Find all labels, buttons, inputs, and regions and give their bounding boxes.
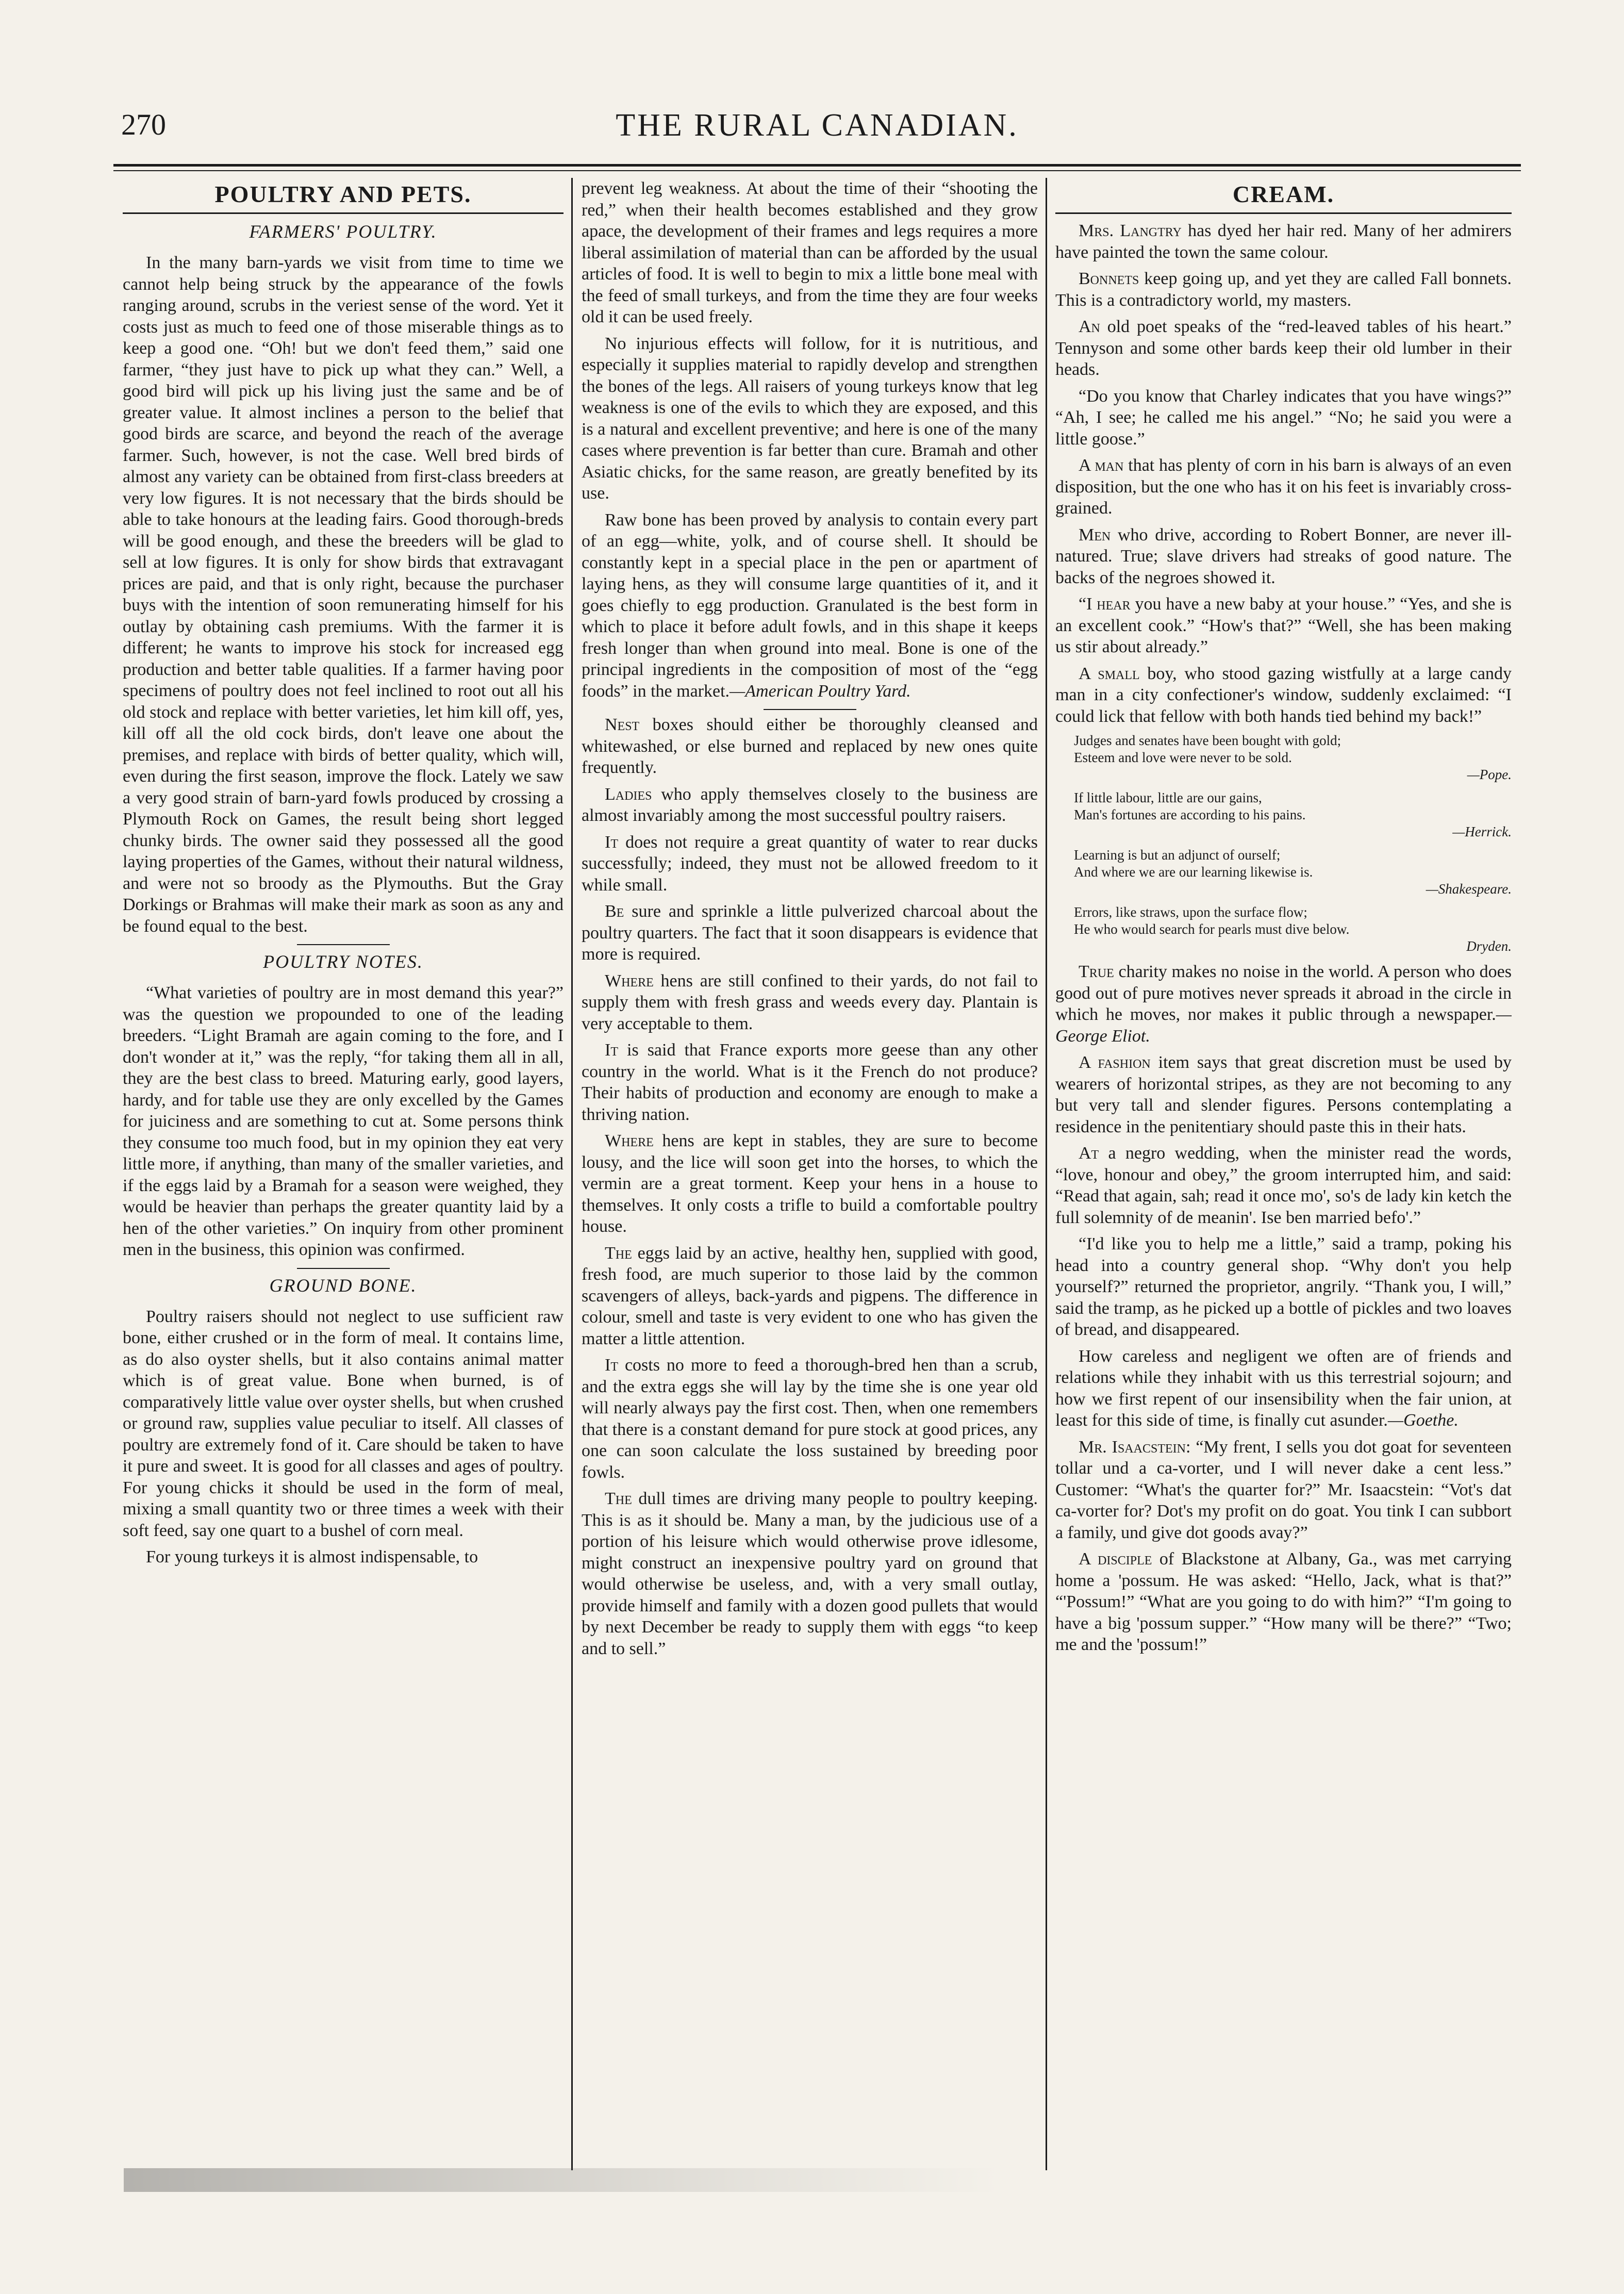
paragraph-text: who drive, according to Robert Bonner, are never ill-natured. True; slave drivers had streaks of good nature. The backs of the negroes showed it. [1055, 525, 1512, 587]
poultry-note [582, 1130, 1038, 1237]
paragraph-text: “Do you know that Charley indicates that you have wings?” “Ah, I see; he called me his angel.” “No; he said you were a little goose.” [1055, 386, 1512, 449]
poem-quote [1074, 847, 1512, 898]
article-paragraph: For young turkeys it is almost indispensable, to [146, 1547, 478, 1566]
lead-word: A man [1079, 456, 1124, 475]
lead-word: Where [605, 1131, 654, 1150]
poem-quote [1074, 732, 1512, 783]
column-divider-1 [571, 178, 573, 2170]
paragraph-text: item says that great discretion must be used by wearers of horizontal stripes, as they are not becoming to any but very tall and slender figures. Persons contemplating a residence in the penitentiary should paste this in their hats. [1055, 1053, 1512, 1136]
paragraph-text: boxes should either be thoroughly cleansed and whitewashed, or else burned and replaced by new ones quite frequently. [582, 715, 1038, 777]
paragraph-text: does not require a great quantity of water to rear ducks successfully; indeed, they must not be allowed freedom to it while small. [582, 832, 1038, 895]
lead-word: Bonnets [1079, 269, 1139, 288]
article-divider [297, 1268, 390, 1269]
article-divider [764, 709, 856, 710]
poultry-note [582, 1488, 1038, 1659]
poem-line: Learning is but an adjunct of ourself; [1074, 847, 1281, 863]
poem-quote [1074, 789, 1512, 840]
lead-word: It [605, 1041, 618, 1060]
lead-word: An [1079, 317, 1100, 336]
header-rule-thin [113, 170, 1521, 171]
paragraph-text: that has plenty of corn in his barn is always of an even disposition, but the one who has it on his feet is invariably cross-grained. [1055, 456, 1512, 518]
poem-line: If little labour, little are our gains, [1074, 790, 1262, 805]
paragraph-text: a negro wedding, when the minister read the words, “love, honour and obey,” the groom interrupted him, and said: “Read that again, sah; read it once mo', so's de lady kin ketch the full solemnity of de meanin'. Ise ben married befo'.” [1055, 1144, 1512, 1227]
lead-word: It [605, 1356, 618, 1375]
section-title-cream: CREAM. [1232, 181, 1335, 207]
poem-author: —Herrick. [1452, 824, 1512, 839]
poultry-note [582, 1355, 1038, 1483]
poultry-note [582, 1039, 1038, 1125]
article-paragraph: In the many barn-yards we visit from time to time we cannot help being struck by the appearance of the fowls ranging around, scrubs in the veriest sense of the word. Yet it costs just as much to feed one of those miserable things as to keep a good one. “Oh! but we don't feed them,” said one farmer, “they just have to pick up what they can.” Well, a good bird will pick up his living just the same and be of greater value. It almost inclines a person to the belief that good birds are scarce, and beyond the reach of the average farmer. Such, however, is not the case. Well bred birds of almost any variety can be obtained from first-class breeders at very low figures. It is not necessary that the birds should be able to take honours at the leading fairs. Good thorough-breds will be good enough, and these the breeders will be glad to sell at low figures. It is only for show birds that extravagant prices are paid, and that is only right, because the purchaser buys with the intention of soon remunerating himself for his outlay by obtaining cash premiums. With the farmer it is different; he wants to improve his stock for increased egg production and better table qualities. If a farmer having poor specimens of poultry does not feel inclined to root out all his old stock and replace with better varieties, let him kill off, yes, kill off all the old cock birds, don't leave one about the premises, and replace with birds of better quality, which will, even during the first season, improve the flock. Lately we saw a very good strain of barn-yard fowls produced by crossing a Plymouth Rock on Games, the result being short legged chunky birds. The owner said they possessed all the good laying properties of the Games, without their natural wildness, and were not so broody as the Plymouths. But the Gray Dorkings or Brahmas will make their mark as soon as any and be found equal to the best. [123, 253, 564, 936]
poultry-note [582, 970, 1038, 1035]
cream-item [1055, 1346, 1512, 1431]
lead-word: A fashion [1079, 1053, 1151, 1072]
column-cream [1055, 178, 1512, 2170]
article-paragraph [582, 509, 1038, 702]
paragraph-text: How careless and negligent we often are of friends and relations while they inhabit with us this terrestrial sojourn; and how we first repent of our insensibility when the fair union, at least for this side of time, is finally cut asunder. [1055, 1346, 1512, 1430]
column-poultry-and-pets [123, 178, 564, 2170]
cream-item [1055, 663, 1512, 728]
cream-item [1055, 316, 1512, 381]
poem-line: And where we are our learning likewise is. [1074, 864, 1313, 880]
paragraph-text: dull times are driving many people to poultry keeping. This is as it should be. Many a man, by the judicious use of a portion of his leisure which would otherwise prove idlesome, might construct an inexpensive poultry yard on ground that would otherwise be useless, and, with a very small outlay, provide himself and family with a dozen good pullets that would by next December be ready to supply them with eggs “to keep and to sell.” [582, 1489, 1038, 1658]
lead-word: Where [605, 971, 654, 991]
cream-item [1055, 1233, 1512, 1341]
poultry-note [582, 784, 1038, 827]
cream-item [1055, 524, 1512, 589]
poultry-note [582, 901, 1038, 965]
paragraph-text: old poet speaks of the “red-leaved tables of his heart.” Tennyson and some other bards keep their old lumber in their heads. [1055, 317, 1512, 379]
paragraph-text: keep going up, and yet they are called Fall bonnets. This is a contradictory world, my masters. [1055, 269, 1512, 310]
poem-quotations [1055, 732, 1512, 955]
lead-word: Ladies [605, 784, 652, 804]
cream-item [1055, 1143, 1512, 1228]
poultry-note [582, 714, 1038, 779]
article-paragraph: Poultry raisers should not neglect to use sufficient raw bone, either crushed or in the form of meal. It contains lime, as do also oyster shells, but it also contains animal matter which is of great value. Bone when burned, is of comparatively little value over oyster shells, but when crushed or ground raw, supplies value peculiar to itself. All classes of poultry are extremely fond of it. Care should be taken to have it pure and sweet. It is good for all classes and ages of poultry. For young chicks it should be used in the form of meal, mixing a small quantity two or three times a week with their soft feed, say one quart to a bushel of corn meal. [123, 1307, 564, 1540]
poem-author: —Pope. [1467, 767, 1512, 782]
author-signature: —Goethe. [1387, 1411, 1459, 1430]
paragraph-text: of Blackstone at Albany, Ga., was met carrying home a 'possum. He was asked: “Hello, Jack, what is that?” “'Possum!” “What are you going to do with him?” “I'm going to have a big 'possum supper.” “How many will be there?” “Two; me and the 'possum!” [1055, 1549, 1512, 1654]
paragraph-text: hens are kept in stables, they are sure to become lousy, and the lice will soon get into the horses, to which the vermin are a great torment. Keep your hens in a house to themselves. It only costs a trifle to build a comfortable poultry house. [582, 1131, 1038, 1236]
poem-author: Dryden. [1466, 938, 1512, 954]
paragraph-text: is said that France exports more geese than any other country in the world. What is it the French do not produce? Their habits of production and economy are enough to make a thriving nation. [582, 1041, 1038, 1124]
column-divider-2 [1046, 178, 1047, 2170]
article-paragraph: prevent leg weakness. At about the time of their “shooting the red,” when their health becomes established and they grow apace, the development of their frames and legs requires a more liberal assimilation of material than can be afforded by the usual articles of food. It is well to begin to mix a little bone meal with the feed of small turkeys, and from the time they are four weeks old it can be used freely. [582, 179, 1038, 326]
lead-word: Men [1079, 525, 1111, 544]
paragraph-text: charity makes no noise in the world. A person who does good out of pure motives never spreads it abroad in the circle in which he moves, nor makes it public through a newspaper. [1055, 962, 1512, 1024]
cream-item [1055, 455, 1512, 519]
page-number: 270 [121, 108, 166, 141]
cream-item [1055, 386, 1512, 450]
lead-word: Mr. Isaacstein [1079, 1437, 1186, 1457]
lead-word: Mrs. Langtry [1079, 221, 1182, 240]
paragraph-text: sure and sprinkle a little pulverized charcoal about the poultry quarters. The fact that it soon disappears is evidence that more is required. [582, 902, 1038, 964]
cream-items-list [1055, 220, 1512, 727]
paragraph-text: : “My frent, I sells you dot goat for seventeen tollar und a ca-vorter, und I will never dake a cent less.” Customer: “What's the quarter for?” Mr. Isaacstein: “Vot's dat ca-vorter for? Dot's my profit on do goat. You tink I can subbort a family, und give dot goods avay?” [1055, 1437, 1512, 1542]
paragraph-text: Raw bone has been proved by analysis to contain every part of an egg—white, yolk, and of course shell. It should be constantly kept in a special place in the pen or apartment of laying hens, as they will consume large quantities of it, and it goes chiefly to egg production. Granulated is the best form in which to place it before adult fowls, and in this shape it keeps fresh longer than when ground into meal. Bone is one of the principal ingredients in the composition of most of the “egg foods” in the market. [582, 510, 1038, 701]
masthead-title: THE RURAL CANADIAN. [616, 108, 1019, 143]
paragraph-text: has dyed her hair red. Many of her admirers have painted the town the same colour. [1055, 221, 1512, 262]
paragraph-text: boy, who stood gazing wistfully at a large candy man in a city confectioner's window, suddenly exclaimed: “I could lick that fellow with both hands tied behind my back!” [1055, 664, 1512, 726]
section-title-rule [123, 212, 564, 214]
source-credit: —American Poultry Yard. [730, 681, 911, 701]
paragraph-text: who apply themselves closely to the business are almost invariably among the most successful poultry raisers. [582, 784, 1038, 825]
poem-line: He who would search for pearls must dive below. [1074, 921, 1350, 937]
poultry-notes-list [582, 714, 1038, 1659]
lead-word: It [605, 832, 618, 852]
lead-word: The [605, 1489, 632, 1508]
article-paragraph: No injurious effects will follow, for it is nutritious, and especially it supplies material to rapidly develop and strengthen the bones of the legs. All raisers of young turkeys know that leg weakness is one of the evils to which they are exposed, and this is a natural and excellent preventive; and here is one of the many cases where prevention is far better than cure. Bramah and other Asiatic chicks, for the same reason, are greatly benefited by its use. [582, 334, 1038, 503]
print-smudge [124, 2168, 1000, 2192]
section-title-poultry-and-pets: POULTRY AND PETS. [214, 181, 472, 207]
lead-word: Be [605, 902, 624, 921]
poem-author: —Shakespeare. [1426, 881, 1512, 897]
lead-word: “I hear [1079, 595, 1131, 614]
poem-line: Errors, like straws, upon the surface flow; [1074, 904, 1307, 920]
paragraph-text: costs no more to feed a thorough-bred hen than a scrub, and the extra eggs she will lay by the time she is one year old will nearly always pay the first cost. Then, when one remembers that there is a constant demand for pure stock at good prices, any one can soon calculate the loss sustained by breeding poor fowls. [582, 1356, 1038, 1482]
article-title-farmers-poultry: FARMERS' POULTRY. [249, 221, 437, 242]
lead-word: True [1079, 962, 1114, 981]
cream-item [1055, 961, 1512, 1047]
paragraph-text: eggs laid by an active, healthy hen, supplied with good, fresh food, are much superior to those laid by the common scavengers of alleys, back-yards and pigpens. The difference in colour, smell and taste is very evident to one who has given the matter a little attention. [582, 1243, 1038, 1348]
article-paragraph: “What varieties of poultry are in most demand this year?” was the question we propounded to one of the leading breeders. “Light Bramah are again coming to the fore, and I don't wonder at it,” was the reply, “for taking them all in all, they are the best class to breed. Maturing early, good layers, hardy, and for table use they are only excelled by the Games for juiciness and are something to cut at. Some persons think they consume too much food, but in my opinion they eat very little more, if anything, than many of the smaller varieties, and if the eggs laid by a Bramah for a season were weighed, they would be heavier than perhaps the greater quantity laid by a hen of the other varieties.” On inquiry from other prominent men in the business, this opinion was confirmed. [123, 983, 564, 1259]
poem-line: Judges and senates have been bought with gold; [1074, 733, 1341, 748]
section-title-rule [1055, 212, 1512, 214]
lead-word: The [605, 1243, 632, 1263]
poultry-note [582, 832, 1038, 896]
cream-item [1055, 1548, 1512, 1656]
article-title-poultry-notes: POULTRY NOTES. [263, 951, 423, 972]
poem-line: Man's fortunes are according to his pains. [1074, 807, 1306, 822]
paragraph-text: you have a new baby at your house.” “Yes, and she is an excellent cook.” “How's that?” “Well, she has been making us stir about already.” [1055, 595, 1512, 656]
author-signature: —George Eliot. [1055, 1005, 1512, 1046]
header-rule-thick [113, 164, 1521, 167]
paragraph-text: “I'd like you to help me a little,” said a tramp, poking his head into a country general shop. “Why don't you help yourself?” returned the proprietor, angrily. “Thank you, I will,” said the tramp, as he picked up a bottle of pickles and two loaves of bread, and disappeared. [1055, 1234, 1512, 1339]
cream-item [1055, 1052, 1512, 1137]
cream-item [1055, 593, 1512, 658]
cream-item [1055, 268, 1512, 311]
lead-word: A small [1079, 664, 1140, 683]
article-title-ground-bone: GROUND BONE. [269, 1275, 417, 1296]
cream-item [1055, 1437, 1512, 1544]
lead-word: At [1079, 1144, 1099, 1163]
cream-items-list-2 [1055, 961, 1512, 1656]
poem-quote [1074, 904, 1512, 955]
paragraph-text: hens are still confined to their yards, do not fail to supply them with fresh grass and weeds every day. Plantain is very acceptable to them. [582, 971, 1038, 1033]
column-poultry-continued [582, 178, 1038, 2170]
cream-item [1055, 220, 1512, 263]
poultry-note [582, 1243, 1038, 1350]
page-header [121, 107, 1513, 164]
lead-word: Nest [605, 715, 640, 734]
article-divider [297, 944, 390, 945]
poem-line: Esteem and love were never to be sold. [1074, 750, 1292, 765]
lead-word: A disciple [1079, 1549, 1152, 1569]
